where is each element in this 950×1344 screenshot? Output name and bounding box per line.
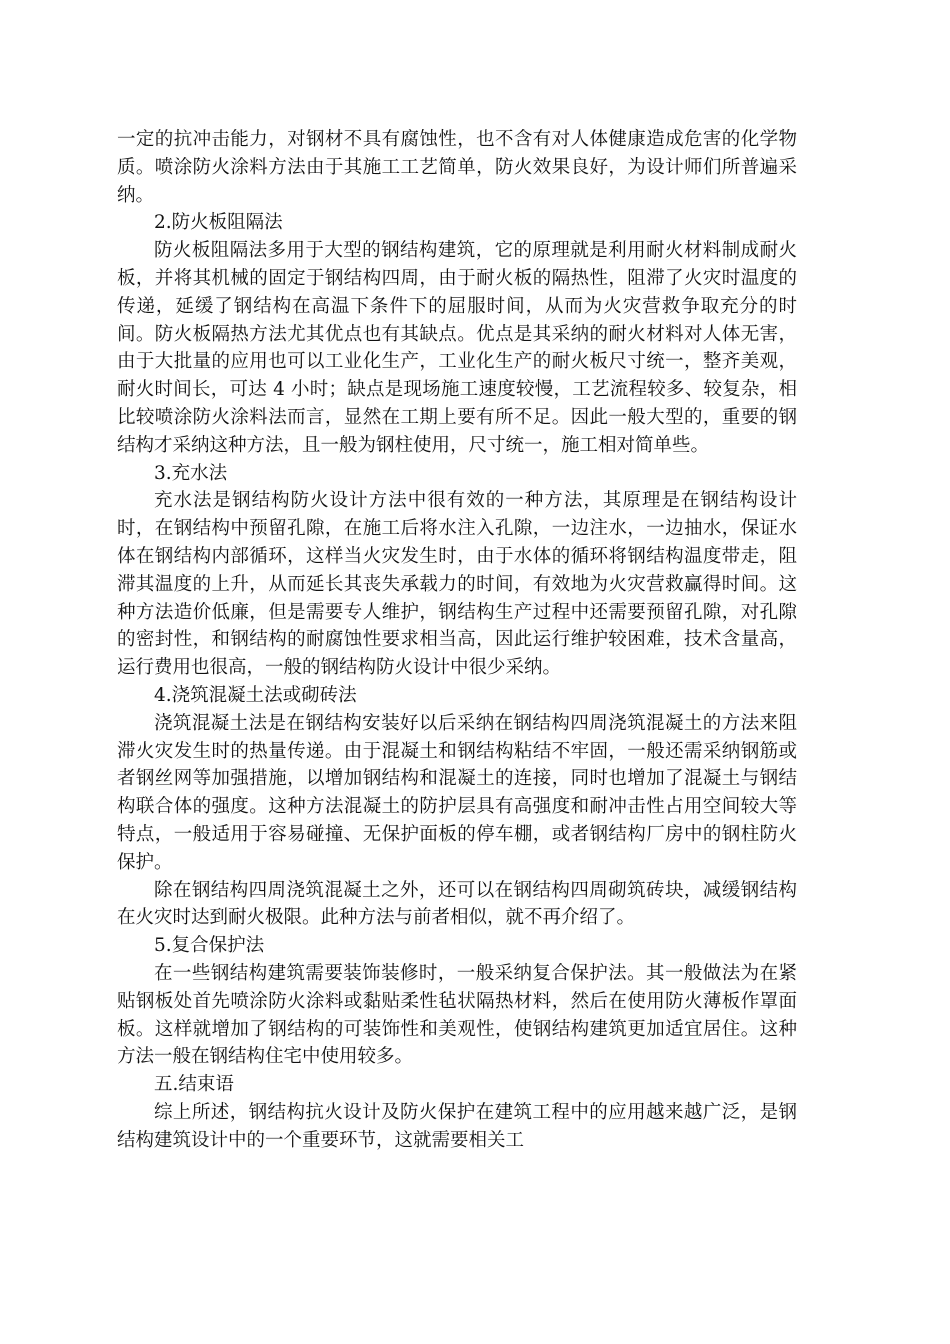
heading-concrete-brick: 4.浇筑混凝土法或砌砖法 bbox=[154, 684, 357, 706]
heading-water-filling: 3.充水法 bbox=[154, 462, 228, 484]
paragraph-conclusion: 综上所述，钢结构抗火设计及防火保护在建筑工程中的应用越来越广泛，是钢结构建筑设计中的一个重要环节，这就需要相关工 bbox=[117, 1101, 797, 1151]
document-page bbox=[117, 126, 797, 1154]
paragraph-fireproof-board: 防火板阻隔法多用于大型的钢结构建筑，它的原理就是利用耐火材料制成耐火板，并将其机械的固定于钢结构四周，由于耐火板的隔热性，阻滞了火灾时温度的传递，延缓了钢结构在高温下条件下的屈服时间，从而为火灾营救争取充分的时间。防火板隔热方法尤其优点也有其缺点。优点是其采纳的耐火材料对人体无害，由于大批量的应用也可以工业化生产，工业化生产的耐火板尺寸统一，整齐美观，耐火时间长，可达 4 小时；缺点是现场施工速度较慢，工艺流程较多、较复杂，相比较喷涂防火涂料法而言，显然在工期上要有所不足。因此一般大型的，重要的钢结构才采纳这种方法，且一般为钢柱使用，尺寸统一，施工相对简单些。 bbox=[117, 240, 797, 456]
paragraph-concrete: 浇筑混凝土法是在钢结构安装好以后采纳在钢结构四周浇筑混凝土的方法来阻滞火灾发生时的热量传递。由于混凝土和钢结构粘结不牢固，一般还需采纳钢筋或者钢丝网等加强措施，以增加钢结构和混凝土的连接，同时也增加了混凝土与钢结构联合体的强度。这种方法混凝土的防护层具有高强度和耐冲击性占用空间较大等特点，一般适用于容易碰撞、无保护面板的停车棚，或者钢结构厂房中的钢柱防火保护。 bbox=[117, 712, 797, 873]
paragraph-composite-protection: 在一些钢结构建筑需要装饰装修时，一般采纳复合保护法。其一般做法为在紧贴钢板处首先喷涂防火涂料或黏贴柔性毡状隔热材料，然后在使用防火薄板作罩面板。这样就增加了钢结构的可装饰性和美观性，使钢结构建筑更加适宜居住。这种方法一般在钢结构住宅中使用较多。 bbox=[117, 962, 797, 1068]
heading-fireproof-board: 2.防火板阻隔法 bbox=[154, 212, 283, 234]
heading-conclusion: 五.结束语 bbox=[154, 1074, 234, 1096]
paragraph-spray-coating-end: 一定的抗冲击能力，对钢材不具有腐蚀性，也不含有对人体健康造成危害的化学物质。喷涂防火涂料方法由于其施工工艺简单，防火效果良好，为设计师们所普遍采纳。 bbox=[117, 129, 797, 206]
heading-composite-protection: 5.复合保护法 bbox=[154, 935, 265, 957]
paragraph-brick: 除在钢结构四周浇筑混凝土之外，还可以在钢结构四周砌筑砖块，减缓钢结构在火灾时达到耐火极限。此种方法与前者相似，就不再介绍了。 bbox=[117, 879, 797, 929]
paragraph-water-filling: 充水法是钢结构防火设计方法中很有效的一种方法，其原理是在钢结构设计时，在钢结构中预留孔隙，在施工后将水注入孔隙，一边注水，一边抽水，保证水体在钢结构内部循环，这样当火灾发生时，由于水体的循环将钢结构温度带走，阻滞其温度的上升，从而延长其丧失承载力的时间，有效地为火灾营救赢得时间。这种方法造价低廉，但是需要专人维护，钢结构生产过程中还需要预留孔隙，对孔隙的密封性，和钢结构的耐腐蚀性要求相当高，因此运行维护较困难，技术含量高，运行费用也很高，一般的钢结构防火设计中很少采纳。 bbox=[117, 490, 797, 679]
